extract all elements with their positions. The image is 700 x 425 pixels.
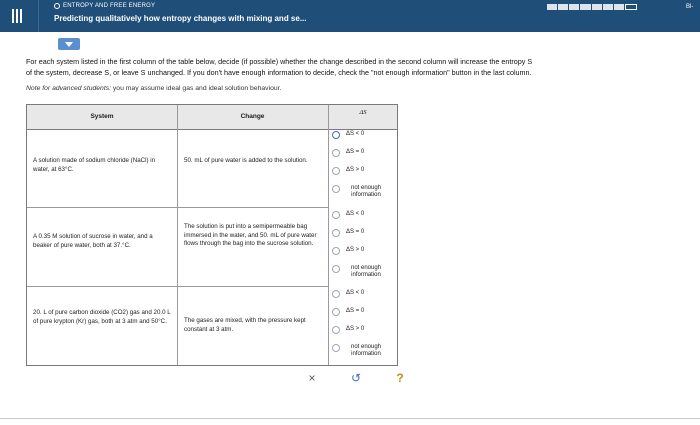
- row-2-option-decrease[interactable]: [332, 211, 364, 219]
- row-3-option-increase[interactable]: [332, 326, 364, 334]
- row-2-change: The solution is put into a semipermeable bag immersed in the water, and 50. mL of pure water flows through the bag into the sucrose solution.: [184, 223, 317, 247]
- progress-segment: [580, 4, 590, 10]
- collapse-button[interactable]: [58, 38, 80, 50]
- row-3-option-decrease[interactable]: [332, 290, 364, 298]
- undo-icon: ↺: [350, 371, 362, 385]
- progress-segment: [603, 4, 613, 10]
- radio-button[interactable]: [332, 185, 340, 193]
- radio-button[interactable]: [332, 131, 340, 139]
- row-3-change: The gases are mixed, with the pressure kept constant at 3 atm.: [184, 317, 306, 333]
- column-divider: [328, 105, 329, 365]
- row-2-option-increase[interactable]: [332, 247, 364, 255]
- help-icon: ?: [396, 371, 404, 385]
- action-bar: [304, 370, 408, 386]
- option-label: ΔS > 0: [346, 247, 365, 253]
- option-label: ΔS > 0: [346, 167, 365, 173]
- row-2-system: A 0.35 M solution of sucrose in water, and a beaker of pure water, both at 37.°C.: [33, 233, 153, 249]
- row-1-option-increase[interactable]: [332, 167, 364, 175]
- radio-button[interactable]: [332, 344, 340, 352]
- advanced-note: [26, 85, 281, 92]
- header-change: Change: [240, 113, 265, 120]
- radio-button[interactable]: [332, 149, 340, 157]
- instructions-line-1: For each system listed in the first column of the table below, decide (if possible) whether the change described in the second column will increase the entropy S: [26, 57, 533, 66]
- option-label: ΔS = 0: [346, 149, 365, 155]
- note-label: Note for advanced students:: [26, 85, 112, 92]
- breadcrumb-label: ENTROPY AND FREE ENERGY: [63, 3, 156, 9]
- option-label: ΔS > 0: [346, 326, 365, 332]
- bottom-divider: [0, 418, 700, 419]
- row-1-system: A solution made of sodium chloride (NaCl) in water, at 63°C.: [33, 157, 156, 173]
- progress-segment: [558, 4, 568, 10]
- radio-button[interactable]: [332, 229, 340, 237]
- option-label: ΔS < 0: [346, 290, 365, 296]
- radio-button[interactable]: [332, 265, 340, 273]
- entropy-table: [26, 104, 398, 366]
- topbar-divider: [38, 0, 39, 32]
- row-divider: [27, 286, 329, 287]
- topic-circle-icon: [54, 3, 60, 9]
- option-label: not enough information: [350, 344, 382, 357]
- note-text: you may assume ideal gas and ideal solution behaviour.: [111, 85, 282, 92]
- row-1-option-not-enough[interactable]: [332, 185, 386, 199]
- menu-icon[interactable]: [12, 9, 22, 23]
- close-icon: ×: [308, 371, 316, 385]
- row-2-option-unchanged[interactable]: [332, 229, 364, 237]
- row-divider: [27, 207, 329, 208]
- option-label: not enough information: [350, 265, 382, 278]
- top-bar: [0, 0, 700, 32]
- option-label: ΔS < 0: [346, 211, 365, 217]
- breadcrumb: [54, 3, 155, 9]
- row-3-system: 20. L of pure carbon dioxide (CO2) gas and 20.0 L of pure krypton (Kr) gas, both at 3 atm and 50°C.: [33, 309, 171, 325]
- option-label: ΔS = 0: [346, 229, 365, 235]
- option-label: not enough information: [350, 185, 382, 198]
- row-1-change: 50. mL of pure water is added to the solution.: [184, 157, 308, 164]
- row-3-option-unchanged[interactable]: [332, 308, 364, 316]
- radio-button[interactable]: [332, 290, 340, 298]
- radio-button[interactable]: [332, 308, 340, 316]
- radio-button[interactable]: [332, 167, 340, 175]
- radio-button[interactable]: [332, 247, 340, 255]
- progress-segment: [547, 4, 557, 10]
- radio-button[interactable]: [332, 211, 340, 219]
- help-button[interactable]: [392, 370, 408, 386]
- option-label: ΔS < 0: [346, 131, 365, 137]
- side-panel-label[interactable]: Bl-: [686, 4, 694, 10]
- progress-segment: [592, 4, 602, 10]
- instructions: [26, 56, 696, 78]
- undo-button[interactable]: [348, 370, 364, 386]
- header-delta-s: ΔS: [359, 109, 367, 116]
- progress-segment: [569, 4, 579, 10]
- progress-segment: [625, 4, 637, 10]
- row-1-option-unchanged[interactable]: [332, 149, 364, 157]
- option-label: ΔS = 0: [346, 308, 365, 314]
- progress-bar: [547, 4, 637, 10]
- radio-button[interactable]: [332, 326, 340, 334]
- instructions-line-2: of the system, decrease S, or leave S unchanged. If you don't have enough information to decide, check the "not enough information" button in the last column.: [26, 68, 532, 77]
- row-3-option-not-enough[interactable]: [332, 344, 386, 358]
- clear-button[interactable]: [304, 370, 320, 386]
- progress-segment: [614, 4, 624, 10]
- row-1-option-decrease[interactable]: [332, 131, 364, 139]
- page-title: Predicting qualitatively how entropy changes with mixing and se...: [54, 14, 307, 23]
- chevron-down-icon: [65, 42, 73, 47]
- column-divider: [177, 105, 178, 365]
- row-2-option-not-enough[interactable]: [332, 265, 386, 279]
- header-system: System: [90, 113, 114, 120]
